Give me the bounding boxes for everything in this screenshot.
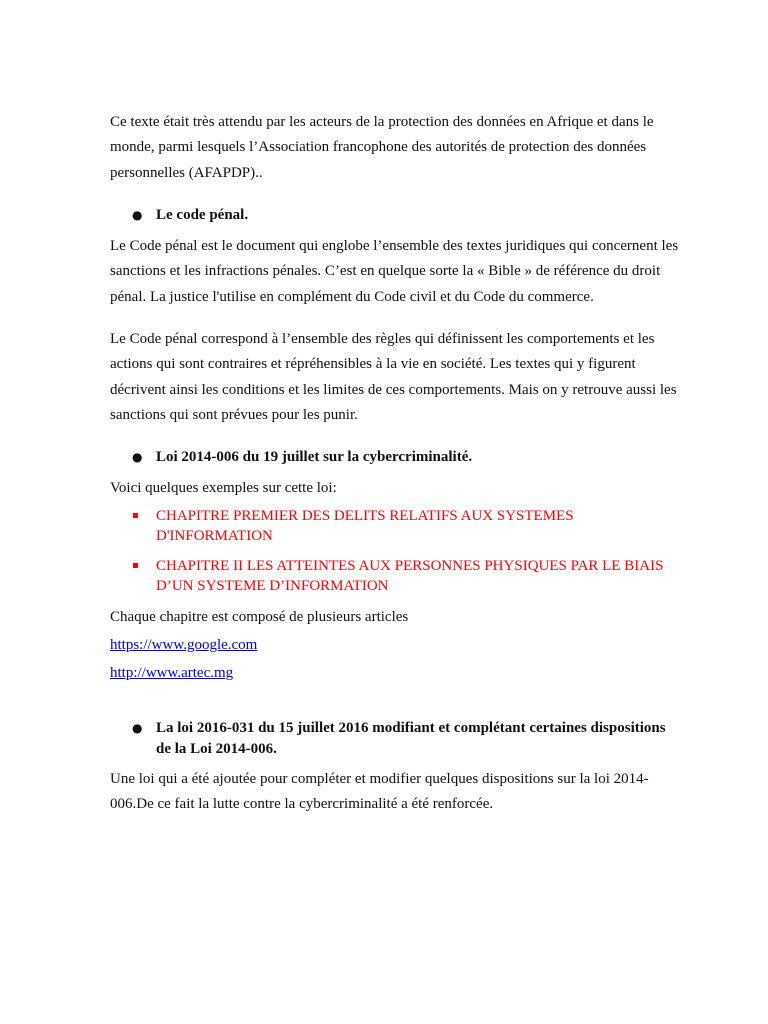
bullet-icon: ●: [132, 721, 143, 735]
bullet-code-penal: [110, 205, 680, 226]
code-penal-text-1: Le Code pénal est le document qui englobe l’ensemble des textes juridiques qui concernent les sanctions et les infractions pénales. C’est en quelque sorte la « Bible » de référence du droit pénal. La justice l'utilise en complément du Code civil et du Code du commerce.: [110, 238, 679, 305]
bullet-icon: ●: [132, 450, 143, 464]
examples-intro: Voici quelques exemples sur cette loi:: [110, 480, 337, 496]
square-bullet-icon: [133, 563, 138, 568]
bullet-loi-2014: [110, 447, 680, 468]
heading-loi-2016: La loi 2016-031 du 15 juillet 2016 modifiant et complétant certaines dispositions de la Loi 2014-006.: [156, 720, 666, 757]
bullet-loi-2016: [110, 718, 680, 759]
chapter-item-1: [110, 506, 680, 546]
loi-2016-text: Une loi qui a été ajoutée pour compléter et modifier quelques dispositions sur la loi 2014-006.De ce fait la lutte contre la cybercriminalité a été renforcée.: [110, 771, 649, 813]
chapter-text-1: CHAPITRE PREMIER DES DELITS RELATIFS AUX SYSTEMES D'INFORMATION: [156, 508, 574, 544]
square-bullet-icon: [133, 513, 138, 518]
loi-2016-paragraph: [110, 767, 680, 818]
link-google[interactable]: https://www.google.com: [110, 637, 258, 653]
link-artec[interactable]: http://www.artec.mg: [110, 665, 234, 681]
chapter-text-2: CHAPITRE II LES ATTEINTES AUX PERSONNES PHYSIQUES PAR LE BIAIS D’UN SYSTEME D’INFORMATION: [156, 558, 664, 594]
code-penal-paragraph-2: [110, 327, 680, 428]
heading-code-penal: Le code pénal.: [156, 207, 249, 223]
chapters-note: Chaque chapitre est composé de plusieurs articles: [110, 609, 409, 625]
chapter-item-2: [110, 556, 680, 596]
intro-paragraph: [110, 110, 680, 186]
bullet-icon: ●: [132, 208, 143, 222]
heading-loi-2014: Loi 2014-006 du 19 juillet sur la cybercriminalité.: [156, 449, 473, 465]
code-penal-paragraph-1: [110, 234, 680, 310]
intro-text: Ce texte était très attendu par les acteurs de la protection des données en Afrique et dans le monde, parmi lesquels l’Association francophone des autorités de protection des données personnelles (AFAPDP)..: [110, 114, 654, 181]
code-penal-text-2: Le Code pénal correspond à l’ensemble des règles qui définissent les comportements et les actions qui sont contraires et répréhensibles à la vie en société. Les textes qui y figurent décrivent ainsi les conditions et les limites de ces comportements. Mais on y retrouve aussi les sanctions qui sont prévues pour les punir.: [110, 331, 677, 423]
